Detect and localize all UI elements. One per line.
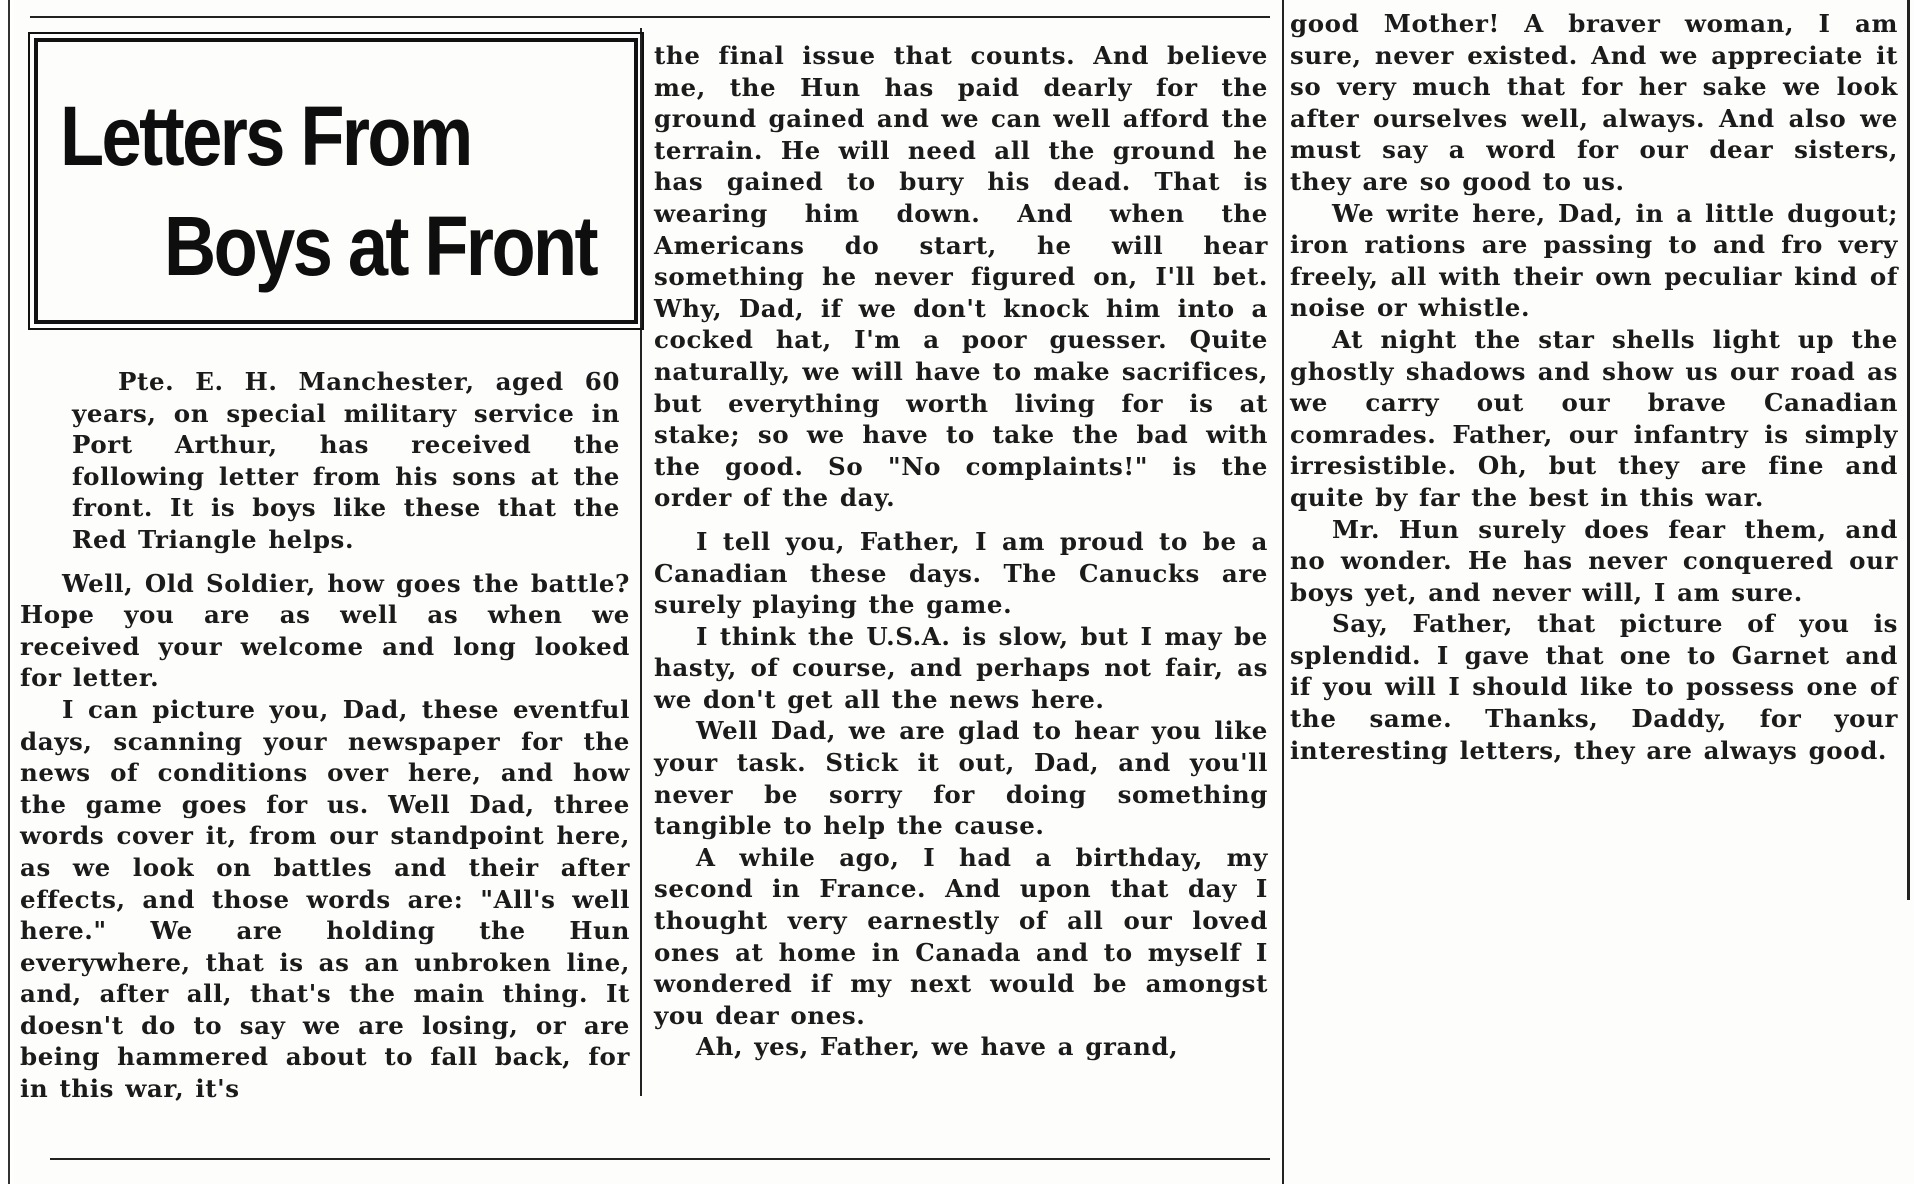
paragraph: We write here, Dad, in a little dugout; iron rations are passing to and fro very freely, all with their own peculiar kind of noise or whistle.: [1290, 198, 1898, 323]
bottom-rule: [50, 1158, 1270, 1160]
paragraph: I tell you, Father, I am proud to be a Canadian these days. The Canucks are surely playing the game.: [654, 526, 1268, 620]
paragraph: the final issue that counts. And believe me, the Hun has paid dearly for the ground gained and we can well afford the terrain. He will need all the ground he has gained to bury his dead. That is wearing him down. And when the Americans do start, he will hear something he never figured on, I'll bet. Why, Dad, if we don't knock him into a cocked hat, I'm a poor guesser. Quite naturally, we will have to make sacrifices, but everything worth living for is at stake; so we have to take the bad with the good. So "No complaints!" is the order of the day.: [654, 41, 1268, 513]
top-rule: [30, 16, 1270, 18]
paragraph: At night the star shells light up the ghostly shadows and show us our road as we carry out our brave Canadian comrades. Father, our infantry is simply irresistible. Oh, but they are fine and quite by far the best in this war.: [1290, 324, 1898, 512]
headline-box: [34, 38, 638, 324]
column-1: [20, 366, 630, 1105]
headline-line-1: Letters From: [60, 89, 471, 183]
column-rule-2: [1282, 0, 1284, 1184]
paragraph: Say, Father, that picture of you is splendid. I gave that one to Garnet and if you will I should like to possess one of the same. Thanks, Daddy, for your interesting letters, they are always good.: [1290, 609, 1898, 765]
column-rule-3: [1907, 0, 1910, 900]
paragraph: Ah, yes, Father, we have a grand,: [696, 1032, 1179, 1062]
intro-paragraph: Pte. E. H. Manchester, aged 60 years, on special military service in Port Arthur, has received the following letter from his sons at the front. It is boys like these that the Red Triangle helps.: [72, 367, 620, 554]
paragraph: Well, Old Soldier, how goes the battle? Hope you are as well as when we received your welcome and long looked for letter.: [20, 568, 630, 693]
column-3: [1290, 8, 1898, 766]
paragraph: Mr. Hun surely does fear them, and no wonder. He has never conquered our boys yet, and never will, I am sure.: [1290, 514, 1898, 607]
column-2: [654, 40, 1268, 1063]
paragraph: I can picture you, Dad, these eventful days, scanning your newspaper for the news of conditions over here, and how the game goes for us. Well Dad, three words cover it, from our standpoint here, as we look on battles and their after effects, and those words are: "All's well here." We are holding the Hun everywhere, that is as an unbroken line, and, after all, that's the main thing. It doesn't do to say we are losing, or are being hammered about to fall back, for in this war, it's: [20, 694, 630, 1104]
left-margin-edge: [0, 0, 14, 1184]
paragraph: good Mother! A braver woman, I am sure, never existed. And we appreciate it so very much that for her sake we look after ourselves well, always. And also we must say a word for our dear sisters, they are so good to us.: [1290, 9, 1898, 196]
paragraph: Well Dad, we are glad to hear you like your task. Stick it out, Dad, and you'll never be sorry for doing something tangible to help the cause.: [654, 716, 1268, 841]
column-rule-1: [640, 28, 642, 1096]
paragraph: A while ago, I had a birthday, my second in France. And upon that day I thought very earnestly of all our loved ones at home in Canada and to myself I wondered if my next would be amongst you dear ones.: [654, 842, 1268, 1030]
headline-line-2: Boys at Front: [164, 199, 597, 293]
paragraph: I think the U.S.A. is slow, but I may be hasty, of course, and perhaps not fair, as we don't get all the news here.: [654, 621, 1268, 714]
